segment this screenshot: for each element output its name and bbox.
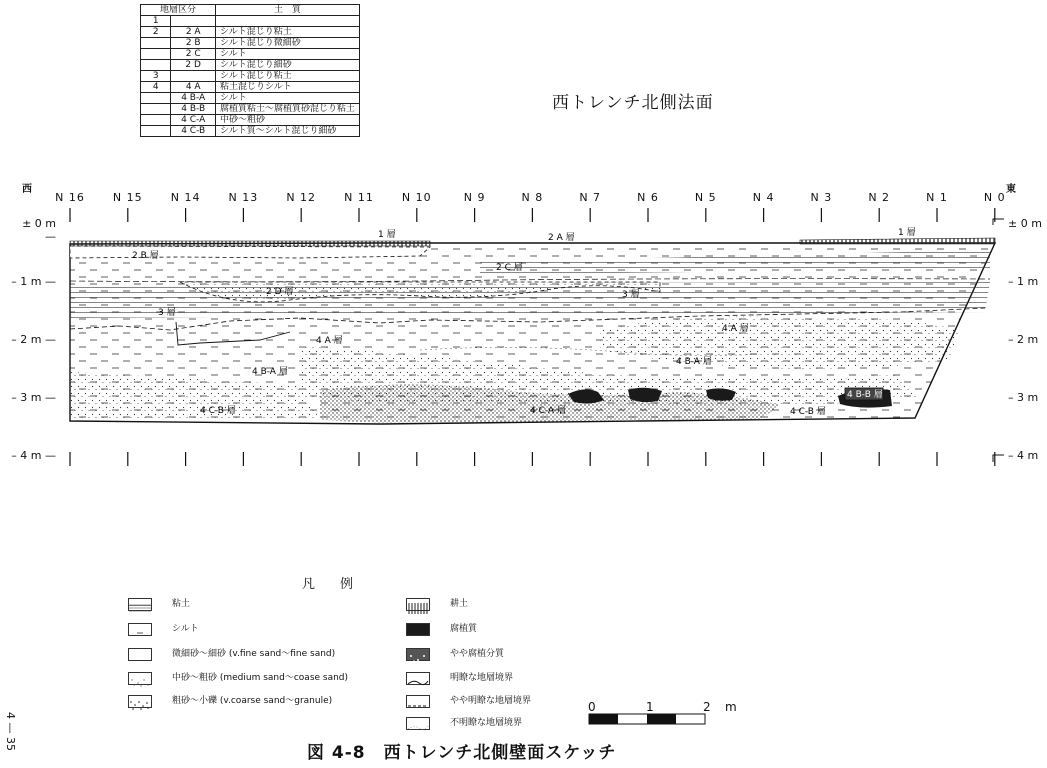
east-label: 東 <box>1006 184 1016 195</box>
depth-label-right-3: – 3 m <box>1008 391 1039 404</box>
label-layer-4cb-west: 4 C-B 層 <box>200 406 236 416</box>
label-layer-4ba-east: 4 B-A 層 <box>676 357 712 367</box>
label-layer-4bb: 4 B-B 層 <box>847 390 883 400</box>
humic-pattern-icon <box>406 623 430 636</box>
scale-label-2: 2 <box>703 700 711 714</box>
label-layer-4ba-west: 4 B-A 層 <box>252 367 288 377</box>
label-layer-1-west: 1 層 <box>378 230 396 240</box>
station-label: N 3 <box>810 191 833 204</box>
header-soil: 土 質 <box>215 5 359 16</box>
table-cell-sub: 2 A <box>171 27 216 38</box>
table-cell-soil: 腐植質粘土～腐植質砂混じり粘土 <box>215 104 359 115</box>
station-label: N 0 <box>983 191 1006 204</box>
fine-sand-pattern-icon <box>128 648 152 661</box>
scale-label-0: 0 <box>588 700 596 714</box>
label-layer-4ca: 4 C-A 層 <box>530 406 566 416</box>
depth-label-left-1: – 1 m — <box>11 275 56 288</box>
table-cell-sub: 2 D <box>171 60 216 71</box>
page-number: 4 — 35 <box>4 712 17 751</box>
table-cell-sub: 4 A <box>171 82 216 93</box>
unclear-boundary-line-icon <box>406 717 430 730</box>
depth-label-left-0: ± 0 m — <box>22 217 56 243</box>
depth-label-right-1: – 1 m <box>1008 275 1039 288</box>
station-label: N 1 <box>926 191 948 204</box>
depth-label-right-0: ± 0 m <box>1008 217 1042 230</box>
table-cell-sub: 4 C-A <box>171 115 216 126</box>
legend-label-humic: 腐植質 <box>450 624 478 634</box>
legend-label-coarse-sand: 粗砂～小礫 (v.coarse sand～granule) <box>172 696 333 706</box>
table-cell-soil: シルト <box>215 93 359 104</box>
partly-humic-pattern-icon <box>406 648 430 661</box>
medium-sand-pattern-icon <box>128 672 152 685</box>
depth-label-right-2: – 2 m <box>1008 333 1039 346</box>
legend-label-silt: シルト <box>172 624 199 634</box>
table-cell-sub: 2 C <box>171 49 216 60</box>
depth-label-left-4: – 4 m — <box>11 449 56 462</box>
clear-boundary-line-icon <box>406 672 430 685</box>
table-cell-soil: シルト混じり細砂 <box>215 60 359 71</box>
station-label: N 6 <box>637 191 659 204</box>
station-label: N 11 <box>344 191 374 204</box>
legend-label-partly-humic: やや腐植分質 <box>450 649 505 659</box>
layer-1-west <box>70 241 430 246</box>
label-layer-1-east: 1 層 <box>898 228 916 238</box>
semi-clear-boundary-line-icon <box>406 695 430 708</box>
scale-label-1: 1 <box>646 700 654 714</box>
station-label: N 16 <box>55 191 85 204</box>
coarse-sand-pattern-icon <box>128 695 152 708</box>
section-title: 西トレンチ北側法面 <box>552 93 714 113</box>
depth-label-left-2: – 2 m — <box>11 333 56 346</box>
station-ticks <box>70 208 995 222</box>
scale-unit: m <box>725 700 737 714</box>
label-layer-2d: 2 D 層 <box>266 287 294 297</box>
west-label: 西 <box>22 184 32 195</box>
legend-label-semi-clear-boundary: やや明瞭な地層境界 <box>450 696 532 706</box>
table-cell-layer: 2 <box>141 27 171 38</box>
label-layer-4a-west: 4 A 層 <box>316 336 343 346</box>
station-label: N 13 <box>228 191 259 204</box>
table-cell-sub: 2 B <box>171 38 216 49</box>
label-layer-3-west: 3 層 <box>158 308 176 318</box>
station-label: N 14 <box>170 191 201 204</box>
clay-pattern-icon <box>128 598 152 611</box>
station-label: N 10 <box>401 191 432 204</box>
table-cell-soil: 中砂～粗砂 <box>215 115 359 126</box>
station-label: N 5 <box>694 191 717 204</box>
table-cell-soil: 粘土混じりシルト <box>215 82 359 93</box>
table-cell-soil: シルト <box>215 49 359 60</box>
bottom-station-ticks <box>70 452 995 466</box>
humic-blob-2 <box>628 388 662 402</box>
label-layer-4cb-east: 4 C-B 層 <box>790 407 826 417</box>
label-layer-2b: 2 B 層 <box>132 251 159 261</box>
silt-pattern-icon <box>128 623 152 636</box>
station-label: N 4 <box>752 191 775 204</box>
legend-label-clear-boundary: 明瞭な地層境界 <box>450 673 514 683</box>
legend-label-medium-sand: 中砂～粗砂 (medium sand～coase sand) <box>172 673 349 683</box>
station-label: N 7 <box>579 191 602 204</box>
label-layer-2a: 2 A 層 <box>548 233 575 243</box>
depth-label-right-4: – 4 m <box>1008 449 1039 462</box>
figure-caption: 図 4-8 西トレンチ北側壁面スケッチ <box>307 743 617 763</box>
station-label: N 8 <box>521 191 544 204</box>
table-cell-soil: シルト質～シルト混じり細砂 <box>215 126 359 137</box>
label-layer-4a-east: 4 A 層 <box>722 324 749 334</box>
table-cell-soil: シルト混じり粘土 <box>215 27 359 38</box>
table-cell-sub: 4 B-A <box>171 93 216 104</box>
layer-2b <box>70 246 430 258</box>
legend-label-unclear-boundary: 不明瞭な地層境界 <box>450 718 523 728</box>
table-cell-soil: シルト混じり粘土 <box>215 71 359 82</box>
legend-label-fine-sand: 微細砂～細砂 (v.fine sand～fine sand) <box>172 649 336 659</box>
station-label: N 9 <box>463 191 486 204</box>
station-label: N 2 <box>868 191 891 204</box>
depth-label-left-3: – 3 m — <box>11 391 56 404</box>
table-cell-layer: 1 <box>141 16 171 27</box>
legend-title: 凡 例 <box>302 577 360 592</box>
header-layer-division: 地層区分 <box>141 5 216 16</box>
station-label: N 12 <box>286 191 317 204</box>
layer-1-east <box>800 238 995 244</box>
legend-label-clay: 粘土 <box>172 599 191 609</box>
table-cell-soil: シルト混じり微細砂 <box>215 38 359 49</box>
legend-label-topsoil: 耕土 <box>450 599 469 609</box>
table-cell-sub: 4 B-B <box>171 104 216 115</box>
table-cell-layer: 4 <box>141 82 171 93</box>
table-cell-sub: 4 C-B <box>171 126 216 137</box>
label-layer-2c: 2 C 層 <box>496 263 523 273</box>
scale-bar <box>588 712 718 726</box>
table-cell-layer: 3 <box>141 71 171 82</box>
topsoil-pattern-icon <box>406 598 430 611</box>
label-layer-3-east: 3 層 <box>622 290 640 300</box>
station-label: N 15 <box>112 191 143 204</box>
